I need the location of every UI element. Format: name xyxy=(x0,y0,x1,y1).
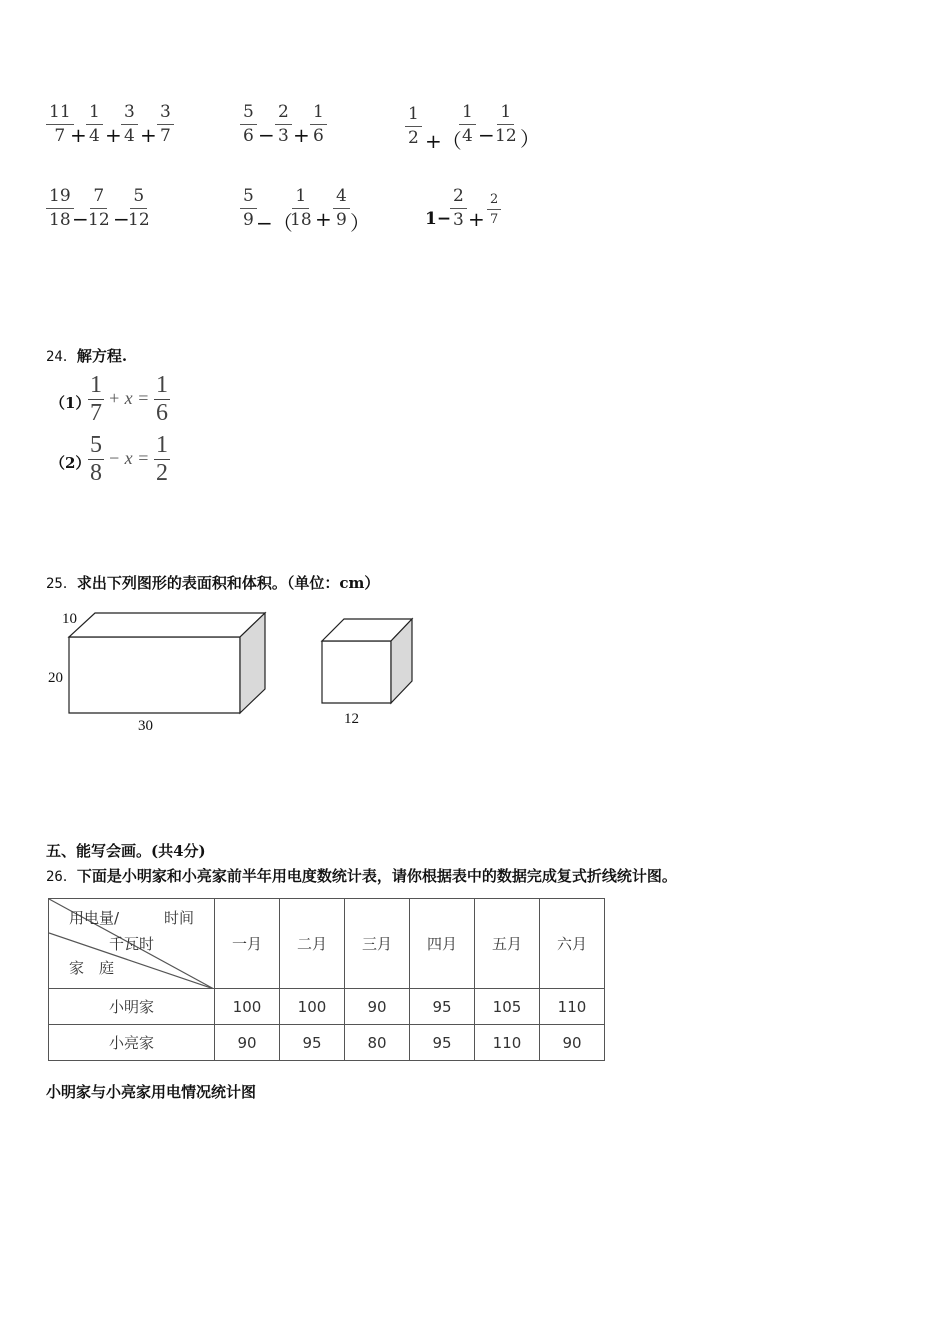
value-cell: 110 xyxy=(475,1025,540,1061)
fraction: $\frac{19}{18}$ xyxy=(46,188,74,229)
fraction: $\frac{3}{4}$ xyxy=(121,104,138,145)
solid-figures xyxy=(40,605,440,740)
operator: +（ xyxy=(425,129,462,153)
month-header: 二月 xyxy=(280,899,345,989)
operator: + xyxy=(105,123,122,147)
cuboid-height-label: 20 xyxy=(48,670,63,686)
fraction: $\frac{2}{3}$ xyxy=(275,104,292,145)
operator: + xyxy=(140,123,157,147)
family-name-cell: 小明家 xyxy=(49,989,215,1025)
fraction: $\frac{2}{3}$ xyxy=(450,188,467,229)
fraction: $\frac{1}{4}$ xyxy=(459,104,476,145)
fraction: $\frac{2}{7}$ xyxy=(487,193,501,226)
month-header: 五月 xyxy=(475,899,540,989)
value-cell: 90 xyxy=(540,1025,605,1061)
fraction: $\frac{5}{6}$ xyxy=(240,104,257,145)
equation-2-middle: − x = xyxy=(108,448,150,468)
table-corner-cell xyxy=(49,899,215,989)
operator: − xyxy=(113,207,130,231)
value-cell: 105 xyxy=(475,989,540,1025)
cuboid-figure xyxy=(69,613,265,713)
corner-time-label: 时间 xyxy=(164,909,195,927)
fraction: $\frac{5}{12}$ xyxy=(128,186,150,230)
value-cell: 90 xyxy=(345,989,410,1025)
fraction: $\frac{1}{2}$ xyxy=(405,106,422,147)
value-cell: 100 xyxy=(215,989,280,1025)
value-cell: 80 xyxy=(345,1025,410,1061)
operator: + xyxy=(315,207,332,231)
operator: − xyxy=(72,207,89,231)
cuboid-depth-label: 10 xyxy=(62,611,77,627)
month-header: 三月 xyxy=(345,899,410,989)
operator: − xyxy=(478,123,495,147)
value-cell: 110 xyxy=(540,989,605,1025)
operator: + xyxy=(468,207,485,231)
operator: −（ xyxy=(256,211,293,235)
question-24-heading: 24．解方程. xyxy=(46,347,128,365)
chart-title: 小明家与小亮家用电情况统计图 xyxy=(46,1083,257,1101)
cube-figure xyxy=(322,619,412,703)
question-26-heading: 26．下面是小明家和小亮家前半年用电度数统计表，请你根据表中的数据完成复式折线统计图。 xyxy=(46,867,677,885)
operator: + xyxy=(70,123,87,147)
fraction: $\frac{3}{7}$ xyxy=(157,104,174,145)
equation-1-right-fraction: 1 6 xyxy=(156,372,168,426)
month-header: 六月 xyxy=(540,899,605,989)
equation-1-left-fraction: 1 7 xyxy=(90,372,102,426)
fraction: $\frac{1}{18}$ xyxy=(290,186,312,230)
equation-2-right-fraction: 1 2 xyxy=(156,432,168,486)
question-25-heading: 25．求出下列图形的表面积和体积。（单位：cm） xyxy=(46,574,380,592)
fraction: $\frac{4}{9}$ xyxy=(333,188,350,229)
table-row xyxy=(49,1025,605,1061)
value-cell: 95 xyxy=(410,989,475,1025)
value-cell: 95 xyxy=(410,1025,475,1061)
operator: + xyxy=(293,123,310,147)
month-header: 一月 xyxy=(215,899,280,989)
corner-quantity-label: 用电量/ xyxy=(69,909,120,927)
operator: ） xyxy=(350,211,370,235)
value-cell: 95 xyxy=(280,1025,345,1061)
cube-edge-label: 12 xyxy=(344,711,359,727)
operator: − xyxy=(258,123,275,147)
table-header-row xyxy=(49,899,605,989)
fraction: $\frac{7}{12}$ xyxy=(88,186,110,230)
operator: ） xyxy=(520,127,540,151)
fraction: $\frac{1}{12}$ xyxy=(495,102,517,146)
value-cell: 90 xyxy=(215,1025,280,1061)
electricity-table xyxy=(48,898,605,1061)
fraction: $\frac{5}{9}$ xyxy=(240,188,257,229)
fraction: $\frac{1}{4}$ xyxy=(86,104,103,145)
fraction: $\frac{11}{7}$ xyxy=(46,104,74,145)
equation-1-label: （1） xyxy=(50,394,91,412)
section-5-title: 五、能写会画。(共4分) xyxy=(46,842,206,860)
cuboid-length-label: 30 xyxy=(138,718,153,734)
equation-1-middle: + x = xyxy=(108,388,150,408)
family-name-cell: 小亮家 xyxy=(49,1025,215,1061)
equation-2-left-fraction: 5 8 xyxy=(90,432,102,486)
operator: 1− xyxy=(425,209,452,229)
month-header: 四月 xyxy=(410,899,475,989)
fraction: $\frac{1}{6}$ xyxy=(310,104,327,145)
table-row xyxy=(49,989,605,1025)
corner-family-label: 家 庭 xyxy=(69,959,115,977)
corner-unit-label: 千瓦时 xyxy=(109,935,155,953)
equation-2-label: （2） xyxy=(50,454,91,472)
value-cell: 100 xyxy=(280,989,345,1025)
